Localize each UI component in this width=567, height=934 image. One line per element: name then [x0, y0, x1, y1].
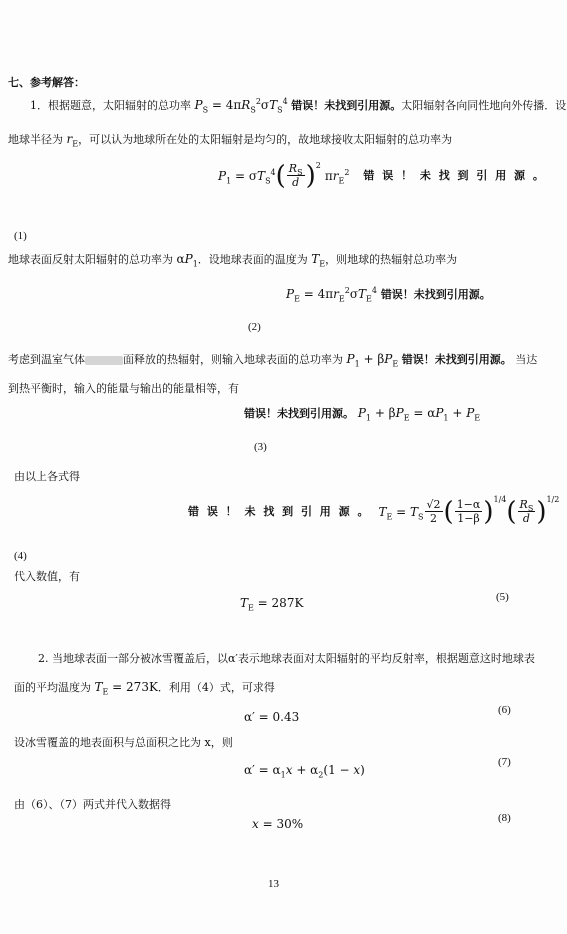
paragraph-1-line-2: [8, 132, 452, 147]
equation-8: x = 30%: [252, 817, 304, 831]
p1-text-b: 太阳辐射各向同性地向外传播．设: [401, 99, 567, 112]
equation-5: $T_E = 287K$: [240, 596, 304, 613]
page-number: 13: [268, 878, 279, 890]
eq-ps: $P_S = 4\pi R_S^2\sigma T_S^4$: [194, 97, 288, 115]
equation-7: $\alpha' = \alpha_1x + \alpha_2(1 - x)$: [244, 763, 365, 780]
paragraph-1-line-1: [30, 98, 566, 113]
p1-text-d: ，可以认为地球所在处的太阳辐射是均匀的，故地球接收太阳辐射的总功率为: [78, 133, 453, 146]
var-te-273: $T_E = 273K$: [94, 680, 158, 697]
equation-5-label: (5): [496, 591, 509, 603]
var-input-power: $P_1 + \beta P_E$: [346, 352, 399, 369]
q2-text-b: ．利用（4）式，可求得: [157, 681, 275, 694]
p1-text-c: 地球半径为: [8, 133, 63, 146]
equation-1-label: (1): [14, 230, 27, 242]
section-title: 七、参考解答：: [8, 76, 85, 89]
equation-1: $P_1 = \sigma T_S^4$ ( $\frac{R_S}{d}$ ) $^2$ $\pi r_E^2$ 错 误 ！ 未 找 到 引 用 源 。: [218, 160, 546, 191]
var-alpha-p1: $\alpha P_1$: [176, 252, 198, 269]
scan-smudge: [85, 356, 123, 365]
question-2-line-1: 2. 当地球表面一部分被冰雪覆盖后，以α′表示地球表面对太阳辐射的平均反射率，根据题意这时地球表: [38, 652, 535, 665]
paragraph-5: 代入数值，有: [14, 570, 80, 583]
equation-3-label: (3): [254, 441, 267, 453]
p2-text-a: 地球表面反射太阳辐射的总功率为: [8, 253, 173, 266]
equation-8-label: (8): [498, 812, 511, 824]
p3-text-a: 考虑到温室气体: [8, 353, 85, 366]
p2-text-b: ．设地球表面的温度为: [197, 253, 308, 266]
paragraph-3-line-1: [8, 352, 537, 367]
paragraph-4: 由以上各式得: [14, 470, 80, 483]
paragraph-3-line-2: 到热平衡时，输入的能量与输出的能量相等，有: [8, 382, 239, 395]
reference-error: 错误！未找到引用源。: [380, 288, 491, 301]
paragraph-7: 由（6）、（7）两式并代入数据得: [14, 798, 171, 811]
p3-text-c: 当达: [515, 353, 538, 366]
equation-7-label: (7): [498, 756, 511, 768]
reference-error: 错误！未找到引用源。: [244, 407, 354, 420]
equation-4-label: (4): [14, 550, 27, 562]
equation-2-label: (2): [248, 321, 261, 333]
equation-6-label: (6): [498, 704, 511, 716]
reference-error: 错 误 ！ 未 找 到 引 用 源 。: [363, 168, 546, 182]
paragraph-6: 设冰雪覆盖的地表面积与总面积之比为 x，则: [14, 736, 233, 749]
reference-error: 错误！未找到引用源。: [291, 99, 402, 112]
p3-text-b: 面释放的热辐射，则输入地球表面的总功率为: [123, 353, 343, 366]
var-re: $r_E$: [66, 132, 79, 149]
reference-error: 错误！未找到引用源。: [401, 353, 512, 366]
equation-6: α′ = 0.43: [244, 710, 300, 724]
paragraph-2: [8, 252, 457, 267]
q2-text-a: 面的平均温度为: [14, 681, 91, 694]
equation-3: 错误！未找到引用源。 $P_1 + \beta P_E = \alpha P_1 + P_E$: [244, 406, 481, 423]
equation-2: $P_E = 4\pi r_E^2\sigma T_E^4$ 错误！未找到引用源。: [286, 286, 491, 304]
question-2-line-2: [14, 680, 275, 695]
var-te: $T_E$: [311, 252, 326, 269]
reference-error: 错 误 ！ 未 找 到 引 用 源 。: [188, 504, 371, 518]
p1-text-a: 1．根据题意，太阳辐射的总功率: [30, 99, 191, 112]
equation-4: 错 误 ！ 未 找 到 引 用 源 。 $T_E = T_S$ $\frac{√2}{2}$ ( $\frac{1-\alpha}{1-\beta}$ ) $^{1/4}$ ( $\frac{R_S}{d}$ ) $^{1/2}$: [188, 494, 560, 527]
p2-text-c: ，则地球的热辐射总功率为: [325, 253, 458, 266]
